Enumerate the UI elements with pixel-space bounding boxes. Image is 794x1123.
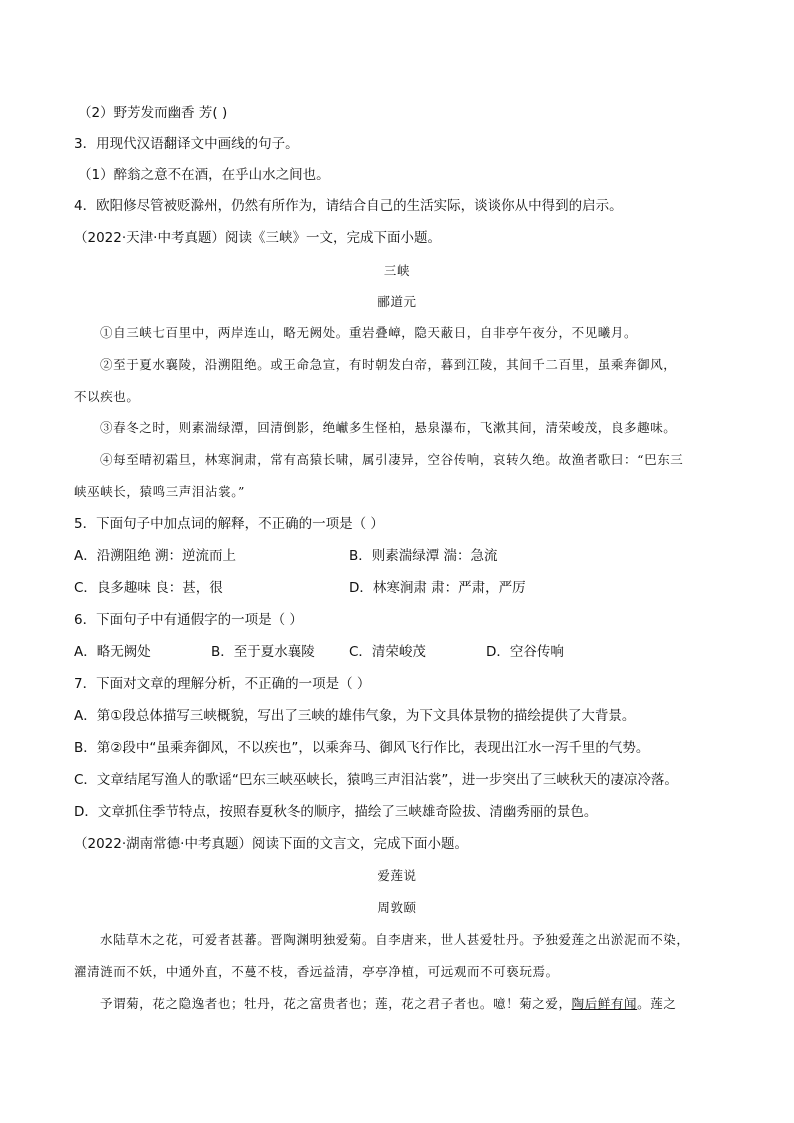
question-7-option-b: B．第②段中“虽乘奔御风，不以疾也”，以乘奔马、御风飞行作比，表现出江水一泻千里的气势。 xyxy=(74,740,650,756)
ailian-paragraph-1: 水陆草木之花，可爱者甚蕃。晋陶渊明独爱菊。自李唐来，世人甚爱牡丹。予独爱莲之出淤泥而不染， xyxy=(100,932,690,947)
question-5-stem: 5．下面句子中加点词的解释，不正确的一项是（ ） xyxy=(74,516,384,532)
source-hunan-changde: （2022·湖南常德·中考真题）阅读下面的文言文，完成下面小题。 xyxy=(74,836,468,852)
question-7-option-d: D．文章抓住季节特点，按照春夏秋冬的顺序，描绘了三峡雄奇险拔、清幽秀丽的景色。 xyxy=(74,804,598,820)
ailian-title: 爱莲说 xyxy=(377,868,417,883)
question-5-option-d: D．林寒涧肃 肃：严肃，严厉 xyxy=(349,580,526,596)
question-7-option-c: C．文章结尾写渔人的歌谣“巴东三峡巫峡长，猿鸣三声泪沾裳”，进一步突出了三峡秋天的凄凉冷落。 xyxy=(74,772,678,788)
question-5-option-b: B．则素湍绿潭 湍：急流 xyxy=(349,548,498,564)
underlined-phrase: 陶后鲜有闻 xyxy=(571,996,638,1011)
source-tianjin: （2022·天津·中考真题）阅读《三峡》一文，完成下面小题。 xyxy=(74,230,441,246)
question-3-stem: 3．用现代汉语翻译文中画线的句子。 xyxy=(74,136,299,152)
question-7-option-a: A．第①段总体描写三峡概貌，写出了三峡的雄伟气象，为下文具体景物的描绘提供了大背景。 xyxy=(74,708,636,724)
sanxia-paragraph-4-cont: 峡巫峡长，猿鸣三声泪沾裳。” xyxy=(74,484,246,499)
sanxia-paragraph-2: ②至于夏水襄陵，沿溯阻绝。或王命急宣，有时朝发白帝，暮到江陵，其间千二百里，虽乘奔御风， xyxy=(100,357,677,372)
question-6-stem: 6．下面句子中有通假字的一项是（ ） xyxy=(74,612,303,628)
sanxia-paragraph-4: ④每至晴初霜旦，林寒涧肃，常有高猿长啸，属引凄异，空谷传响，哀转久绝。故渔者歌曰：“巴东三 xyxy=(100,452,684,467)
question-6-option-b: B．至于夏水襄陵 xyxy=(211,644,315,660)
sanxia-author: 郦道元 xyxy=(377,294,417,309)
sanxia-paragraph-3: ③春冬之时，则素湍绿潭，回清倒影，绝𪩘多生怪柏，悬泉瀑布，飞漱其间，清荣峻茂，良多趣味。 xyxy=(100,420,677,435)
question-6-option-c: C．清荣峻茂 xyxy=(349,644,426,660)
ailian-paragraph-2-text: 予谓菊，花之隐逸者也；牡丹，花之富贵者也；莲，花之君子者也。噫！菊之爱， xyxy=(100,996,572,1011)
sanxia-title: 三峡 xyxy=(383,263,411,278)
question-2-line: （2）野芳发而幽香 芳( ) xyxy=(78,105,228,121)
question-6-option-d: D．空谷传响 xyxy=(486,644,564,660)
ailian-paragraph-2 xyxy=(100,995,676,1013)
question-6-option-a: A．略无阙处 xyxy=(74,644,151,660)
ailian-author: 周敦颐 xyxy=(377,900,417,915)
sanxia-paragraph-1: ①自三峡七百里中，两岸连山，略无阙处。重岩叠嶂，隐天蔽日，自非亭午夜分，不见曦月。 xyxy=(100,325,638,340)
ailian-paragraph-1-cont: 濯清涟而不妖，中通外直，不蔓不枝，香远益清，亭亭净植，可远观而不可亵玩焉。 xyxy=(74,964,559,979)
question-4-stem: 4．欧阳修尽管被贬滁州，仍然有所作为，请结合自己的生活实际，谈谈你从中得到的启示。 xyxy=(74,198,623,214)
question-5-option-a: A．沿溯阻绝 溯：逆流而上 xyxy=(74,548,237,564)
question-7-stem: 7．下面对文章的理解分析，不正确的一项是（ ） xyxy=(74,676,371,692)
question-5-option-c: C．良多趣味 良：甚，很 xyxy=(74,580,223,596)
question-3-item-1: （1）醉翁之意不在酒，在乎山水之间也。 xyxy=(78,167,330,183)
ailian-paragraph-2-tail: 。莲之 xyxy=(637,996,677,1011)
sanxia-paragraph-2-cont: 不以疾也。 xyxy=(74,389,140,404)
